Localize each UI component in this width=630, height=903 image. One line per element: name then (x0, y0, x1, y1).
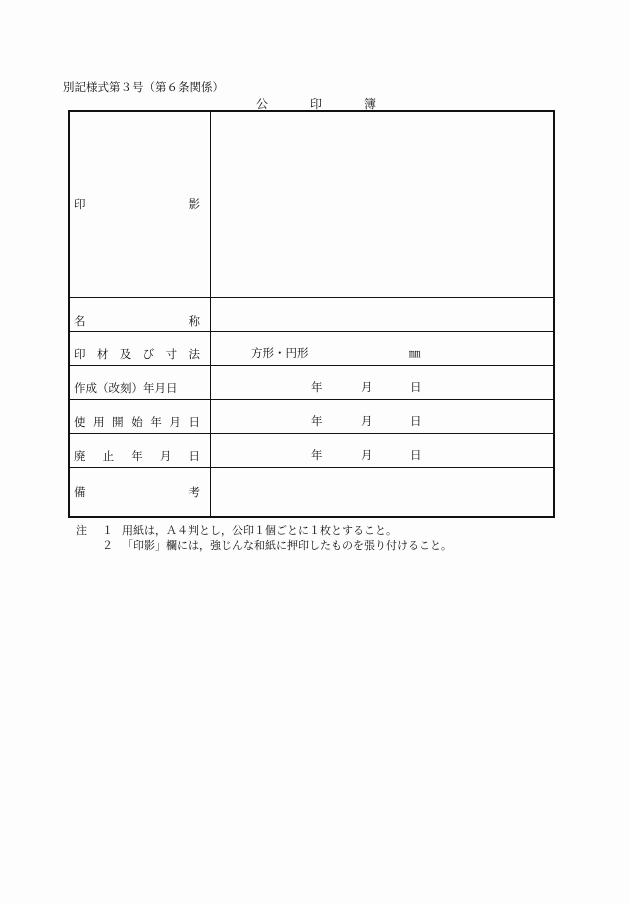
shape-options: 方形・円形 (251, 345, 309, 360)
row-start-use-date (69, 399, 554, 433)
row-remarks (69, 467, 554, 517)
day-unit: 日 (410, 379, 422, 394)
material-size-field[interactable] (211, 331, 555, 365)
title-char-2: 印 (309, 97, 322, 111)
label-char: び (142, 346, 155, 361)
name-field[interactable] (211, 297, 555, 331)
created-date-field[interactable] (211, 365, 555, 399)
footnote-head: 注 (76, 524, 87, 537)
title-char-3: 簿 (363, 97, 376, 111)
title-char-1: 公 (256, 97, 269, 111)
row-material-size (69, 331, 554, 365)
label-char: 使 (74, 414, 86, 429)
label-char: 月 (169, 414, 181, 429)
label-char: 称 (188, 313, 200, 328)
row-seal-impression (69, 111, 554, 297)
footnote-spacer (76, 538, 102, 553)
label-char: 法 (188, 346, 200, 361)
footnote-number: ２ (102, 539, 113, 552)
month-unit: 月 (361, 379, 373, 394)
label-char: 印 (74, 197, 86, 212)
footnotes (76, 523, 452, 553)
label-char: 止 (102, 448, 115, 463)
year-unit: 年 (311, 447, 323, 462)
label-char: 印 (74, 346, 86, 361)
label-char: 年 (150, 414, 162, 429)
label-char: 影 (188, 197, 200, 212)
day-unit: 日 (410, 447, 422, 462)
label-char: 日 (188, 414, 200, 429)
row-abolished-date (69, 433, 554, 467)
footnote-number: １ (102, 524, 113, 537)
label-char: 月 (159, 448, 172, 463)
seal-register-table (68, 110, 555, 518)
label-char: 年 (131, 448, 143, 463)
name-label (69, 297, 211, 331)
year-unit: 年 (311, 413, 323, 428)
label-char: 用 (93, 414, 105, 429)
footnote-1 (76, 523, 452, 538)
label-char: 備 (74, 484, 86, 499)
footnote-text: 「印影」欄には，強じんな和紙に押印したものを張り付けること。 (122, 539, 452, 552)
year-unit: 年 (311, 379, 323, 394)
label-char: 廃 (74, 448, 86, 463)
label-char: 寸 (165, 346, 178, 361)
label-char: 及 (119, 346, 132, 361)
abolished-date-label (69, 433, 211, 467)
start-use-date-label (69, 399, 211, 433)
remarks-field[interactable] (211, 467, 555, 517)
form-reference: 別記様式第３号（第６条関係） (63, 80, 224, 94)
label-char: 材 (96, 346, 109, 361)
seal-impression-field[interactable] (211, 111, 555, 297)
label-char: 名 (74, 313, 86, 328)
label-char: 始 (131, 414, 143, 429)
mm-unit: ㎜ (409, 345, 421, 360)
seal-impression-label (69, 111, 211, 297)
footnote-2 (76, 538, 452, 553)
label-char: 考 (188, 484, 200, 499)
day-unit: 日 (410, 413, 422, 428)
month-unit: 月 (361, 413, 373, 428)
month-unit: 月 (361, 447, 373, 462)
footnote-text: 用紙は，Ａ４判とし，公印１個ごとに１枚とすること。 (122, 524, 397, 537)
row-created-date (69, 365, 554, 399)
created-date-label (69, 365, 211, 399)
row-name (69, 297, 554, 331)
start-use-date-field[interactable] (211, 399, 555, 433)
label-text: 作成（改刻）年月日 (74, 380, 178, 395)
material-size-label (69, 331, 211, 365)
label-char: 日 (188, 448, 200, 463)
label-char: 開 (112, 414, 124, 429)
abolished-date-field[interactable] (211, 433, 555, 467)
remarks-label (69, 467, 211, 517)
